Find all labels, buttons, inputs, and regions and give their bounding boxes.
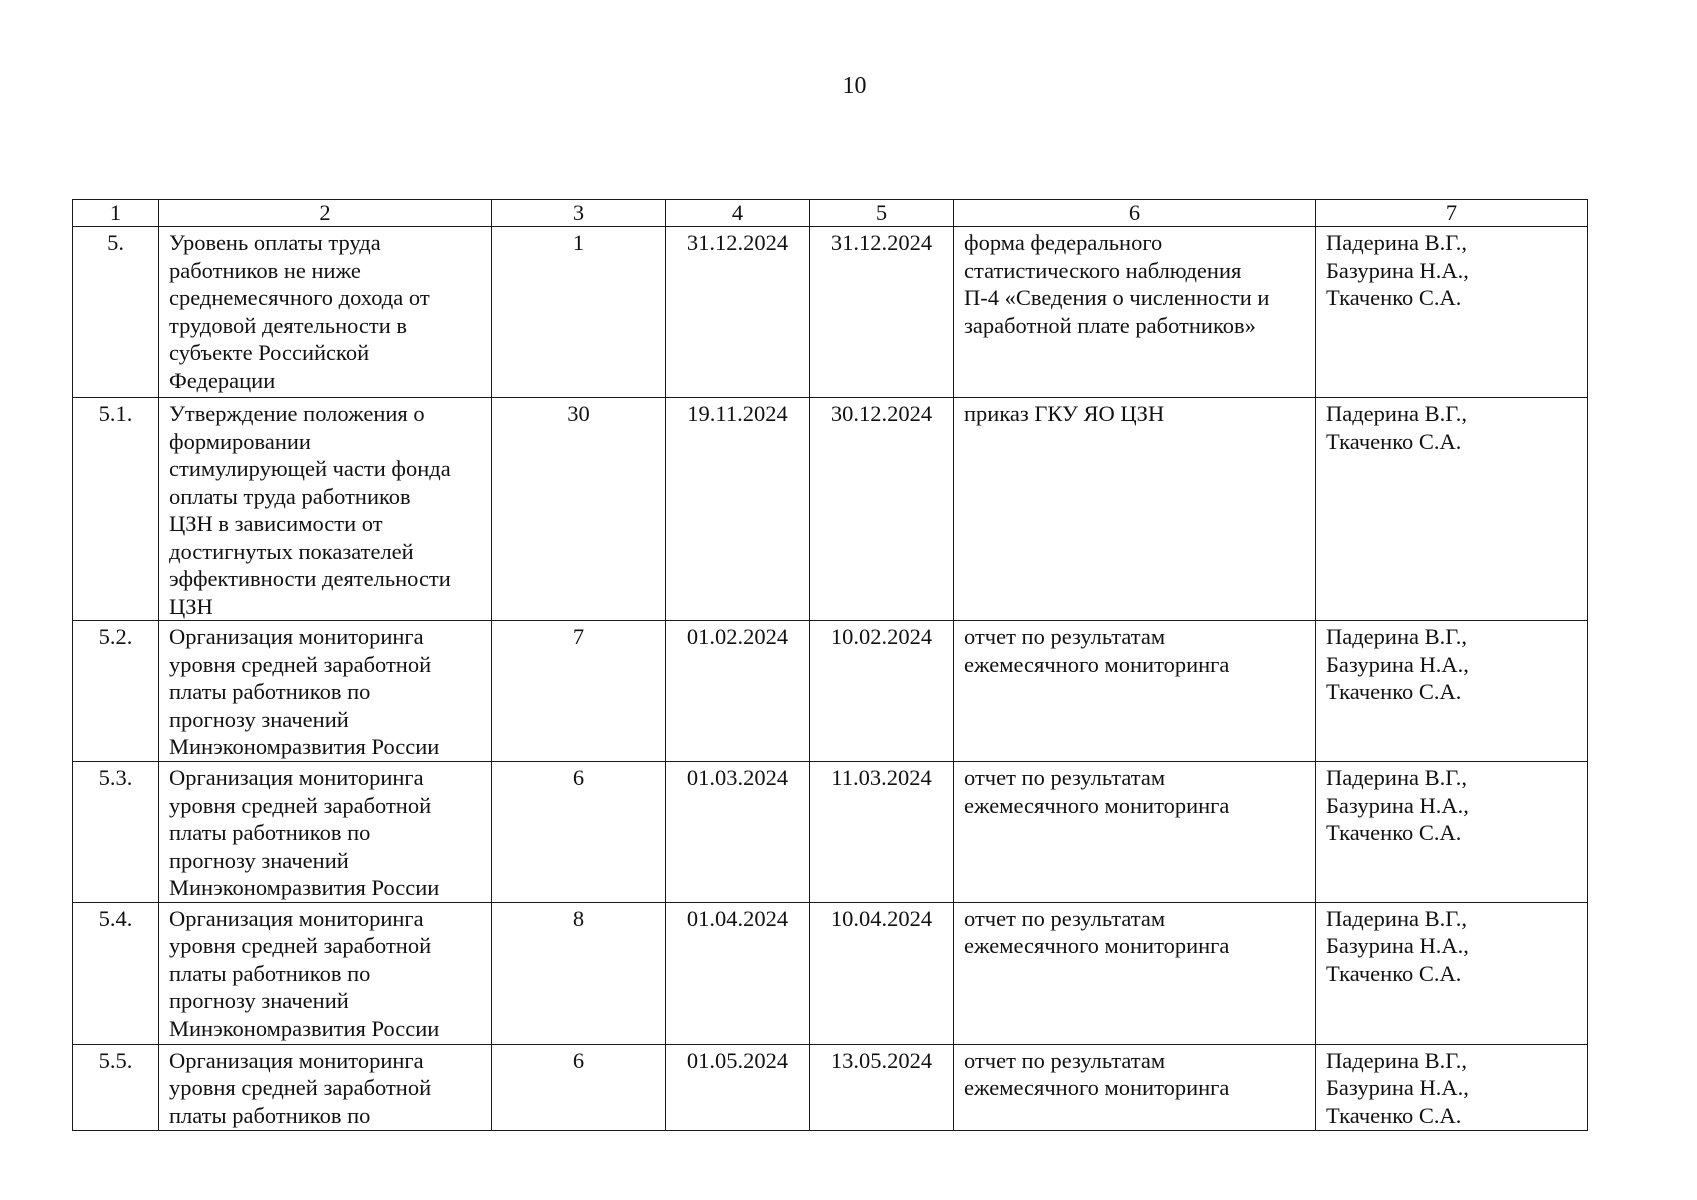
table-row xyxy=(73,227,1588,398)
activity-cell xyxy=(159,1044,492,1130)
table-row xyxy=(73,621,1588,762)
responsible-text-line: Падерина В.Г., xyxy=(1326,765,1467,790)
item-number-cell: 5.2. xyxy=(73,621,159,762)
activity-text-line: Организация мониторинга xyxy=(169,624,424,649)
responsible-text-line: Ткаченко С.А. xyxy=(1326,820,1462,845)
responsible-cell xyxy=(1316,398,1588,621)
activity-text-line: платы работников по xyxy=(169,1102,371,1128)
result-text-line: отчет по результатам xyxy=(964,905,1166,931)
start-date-cell: 31.12.2024 xyxy=(666,227,810,398)
activity-text-line: Минэкономразвития России xyxy=(169,875,440,900)
responsible-text-line: Базурина Н.А., xyxy=(1326,257,1469,283)
column-number-6: 6 xyxy=(954,200,1316,227)
result-text-line: отчет по результатам xyxy=(964,1047,1166,1073)
result-cell xyxy=(954,398,1316,621)
result-cell xyxy=(954,1044,1316,1130)
item-number-cell: 5.5. xyxy=(73,1044,159,1130)
activity-text-line: оплаты труда работников xyxy=(169,483,411,509)
end-date-cell: 11.03.2024 xyxy=(810,762,954,903)
activity-text-line: достигнутых показателей xyxy=(169,538,414,564)
responsible-text-line: Падерина В.Г., xyxy=(1326,624,1467,649)
activity-text-line: уровня средней заработной xyxy=(169,933,432,958)
item-number-cell: 5. xyxy=(73,227,159,398)
activity-text-line: работников не ниже xyxy=(169,257,361,283)
activity-text-line: Федерации xyxy=(169,367,276,393)
result-cell xyxy=(954,621,1316,762)
responsible-cell xyxy=(1316,621,1588,762)
responsible-text-line: Падерина В.Г., xyxy=(1326,230,1467,255)
table-row xyxy=(73,398,1588,621)
activity-text-line: Минэкономразвития России xyxy=(169,734,440,759)
table-header-row xyxy=(73,200,1588,227)
result-text-line: ежемесячного мониторинга xyxy=(964,933,1230,958)
activity-text-line: Организация мониторинга xyxy=(169,765,424,790)
result-cell xyxy=(954,227,1316,398)
responsible-text-line: Падерина В.Г., xyxy=(1326,401,1467,426)
responsible-text-line: Базурина Н.А., xyxy=(1326,1075,1469,1100)
activity-text-line: уровня средней заработной xyxy=(169,1075,432,1100)
responsible-text-line: Ткаченко С.А. xyxy=(1326,960,1462,986)
item-number-cell: 5.3. xyxy=(73,762,159,903)
end-date-cell: 10.02.2024 xyxy=(810,621,954,762)
start-date-cell: 01.04.2024 xyxy=(666,902,810,1044)
responsible-text-line: Падерина В.Г., xyxy=(1326,905,1467,931)
activity-text-line: уровня средней заработной xyxy=(169,651,432,677)
activity-cell xyxy=(159,621,492,762)
activity-text-line: платы работников по xyxy=(169,679,371,704)
column-number-3: 3 xyxy=(492,200,666,227)
page-number: 10 xyxy=(842,73,867,99)
activity-text-line: Утверждение положения о xyxy=(169,401,425,426)
activity-cell xyxy=(159,902,492,1044)
duration-cell: 6 xyxy=(492,1044,666,1130)
activity-text-line: платы работников по xyxy=(169,960,371,986)
activity-text-line: эффективности деятельности xyxy=(169,566,451,591)
table-row xyxy=(73,1044,1588,1130)
result-text-line: статистического наблюдения xyxy=(964,257,1242,283)
activity-text-line: платы работников по xyxy=(169,820,371,845)
duration-cell: 6 xyxy=(492,762,666,903)
activity-text-line: ЦЗН в зависимости от xyxy=(169,511,383,536)
column-number-1: 1 xyxy=(73,200,159,227)
responsible-text-line: Ткаченко С.А. xyxy=(1326,428,1462,454)
start-date-cell: 01.02.2024 xyxy=(666,621,810,762)
duration-cell: 7 xyxy=(492,621,666,762)
start-date-cell: 19.11.2024 xyxy=(666,398,810,621)
responsible-text-line: Ткаченко С.А. xyxy=(1326,285,1462,310)
plan-table xyxy=(72,199,1588,1131)
activity-text-line: Минэкономразвития России xyxy=(169,1015,440,1041)
activity-cell xyxy=(159,227,492,398)
activity-text-line: прогнозу значений xyxy=(169,847,349,873)
start-date-cell: 01.05.2024 xyxy=(666,1044,810,1130)
activity-text-line: уровня средней заработной xyxy=(169,792,432,818)
result-text-line: ежемесячного мониторинга xyxy=(964,1075,1230,1100)
responsible-cell xyxy=(1316,902,1588,1044)
result-text-line: отчет по результатам xyxy=(964,765,1166,790)
result-text-line: форма федерального xyxy=(964,230,1163,255)
column-number-2: 2 xyxy=(159,200,492,227)
table-row xyxy=(73,902,1588,1044)
result-text-line: П-4 «Сведения о численности и xyxy=(964,285,1270,310)
activity-text-line: субъекте Российской xyxy=(169,340,370,365)
duration-cell: 1 xyxy=(492,227,666,398)
result-cell xyxy=(954,902,1316,1044)
column-number-4: 4 xyxy=(666,200,810,227)
responsible-text-line: Базурина Н.А., xyxy=(1326,792,1469,818)
start-date-cell: 01.03.2024 xyxy=(666,762,810,903)
end-date-cell: 30.12.2024 xyxy=(810,398,954,621)
responsible-text-line: Падерина В.Г., xyxy=(1326,1047,1467,1073)
activity-text-line: среднемесячного дохода от xyxy=(169,285,430,310)
result-text-line: ежемесячного мониторинга xyxy=(964,792,1230,818)
activity-text-line: Уровень оплаты труда xyxy=(169,230,381,255)
activity-text-line: формировании xyxy=(169,428,311,454)
responsible-text-line: Ткаченко С.А. xyxy=(1326,1102,1462,1128)
result-text-line: ежемесячного мониторинга xyxy=(964,651,1230,677)
responsible-cell xyxy=(1316,762,1588,903)
item-number-cell: 5.1. xyxy=(73,398,159,621)
activity-text-line: прогнозу значений xyxy=(169,706,349,732)
activity-text-line: Организация мониторинга xyxy=(169,1047,424,1073)
item-number-cell: 5.4. xyxy=(73,902,159,1044)
responsible-cell xyxy=(1316,1044,1588,1130)
result-text-line: приказ ГКУ ЯО ЦЗН xyxy=(964,401,1165,426)
end-date-cell: 13.05.2024 xyxy=(810,1044,954,1130)
column-number-5: 5 xyxy=(810,200,954,227)
duration-cell: 30 xyxy=(492,398,666,621)
activity-text-line: ЦЗН xyxy=(169,593,213,619)
activity-cell xyxy=(159,398,492,621)
column-number-7: 7 xyxy=(1316,200,1588,227)
activity-text-line: трудовой деятельности в xyxy=(169,312,408,338)
table-row xyxy=(73,762,1588,903)
result-text-line: заработной плате работников» xyxy=(964,312,1256,338)
end-date-cell: 31.12.2024 xyxy=(810,227,954,398)
activity-text-line: Организация мониторинга xyxy=(169,905,424,931)
activity-text-line: стимулирующей части фонда xyxy=(169,456,451,481)
duration-cell: 8 xyxy=(492,902,666,1044)
result-cell xyxy=(954,762,1316,903)
responsible-cell xyxy=(1316,227,1588,398)
end-date-cell: 10.04.2024 xyxy=(810,902,954,1044)
responsible-text-line: Базурина Н.А., xyxy=(1326,651,1469,677)
activity-text-line: прогнозу значений xyxy=(169,988,349,1013)
responsible-text-line: Базурина Н.А., xyxy=(1326,933,1469,958)
responsible-text-line: Ткаченко С.А. xyxy=(1326,679,1462,704)
result-text-line: отчет по результатам xyxy=(964,624,1166,649)
activity-cell xyxy=(159,762,492,903)
